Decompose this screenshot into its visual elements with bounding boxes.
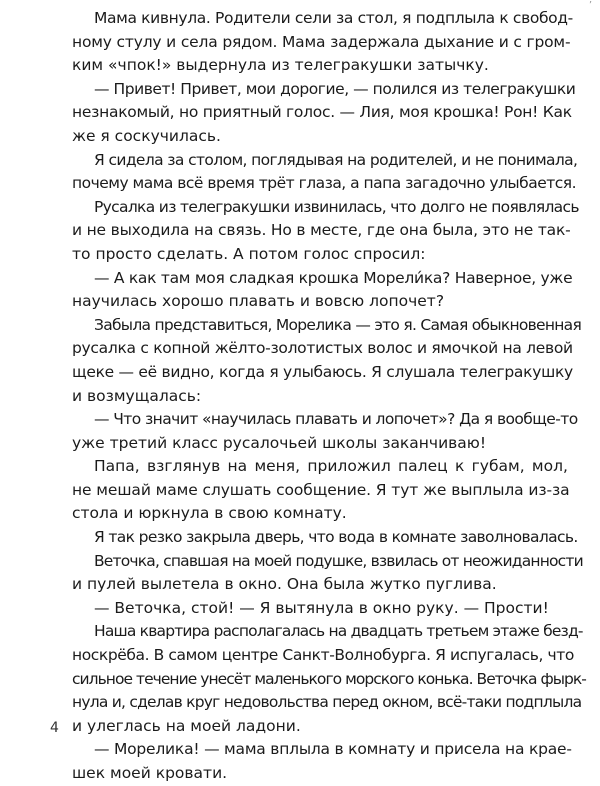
text-line: Я сидела за столом, поглядывая на родителей, и не понимала, (94, 150, 578, 169)
text-line: — Привет! Привет, мои дорогие, — полился из телегракушки (94, 79, 576, 98)
text-line: Я так резко закрыла дверь, что вода в комнате заволновалась. (94, 528, 578, 547)
paragraph (72, 738, 572, 785)
text-line: и улеглась на моей ладони. (72, 716, 301, 735)
text-line: — Веточка, стой! — Я вытянула в окно руку. — Прости! (94, 598, 549, 617)
text-line: носкрёба. В самом центре Санкт-Волнобурга. Я испугалась, что (72, 646, 574, 665)
text-line: русалка с копной жёлто-золотистых волос и ямочкой на левой (72, 339, 573, 358)
paragraph (72, 7, 573, 78)
paragraph (72, 196, 579, 267)
paragraph (72, 550, 583, 597)
paragraph (72, 620, 586, 738)
text-line: Русалка из телегракушки извинилась, что долго не появлялась (94, 197, 579, 216)
text-line: и возмущалась: (72, 386, 202, 405)
paragraph (72, 526, 578, 550)
text-line: и пулей вылетела в окно. Она была жутко пуглива. (72, 575, 497, 594)
text-line: Папа, взглянув на меня, приложил палец к губам, мол, (94, 457, 568, 476)
paragraph (72, 314, 582, 408)
paragraph (72, 408, 578, 455)
text-line: не мешай маме слушать сообщение. Я тут же выплыла из-за (72, 480, 570, 499)
page-number: 4 (50, 720, 59, 736)
text-line: научилась хорошо плавать и вовсю лопочет? (72, 292, 445, 311)
text-line: ким «чпок!» выдернула из телегракушки затычку. (72, 56, 489, 75)
text-line: незнакомый, но приятный голос. — Лия, моя крошка! Рон! Как (72, 103, 572, 122)
text-line: Веточка, спавшая на моей подушке, взвилась от неожиданности (94, 551, 583, 570)
paragraph (72, 78, 576, 149)
text-line: ному стулу и села рядом. Мама задержала дыхание и с гром- (72, 32, 571, 51)
paragraph (72, 597, 568, 621)
text-line: — Что значит «научилась плавать и лопочет»? Да я вообще-то (94, 410, 578, 429)
corner-mark: ’ (588, 0, 592, 11)
text-line: сильное течение унесёт маленького морского конька. Веточка фырк- (72, 669, 586, 688)
text-line: Наша квартира располагалась на двадцать третьем этаже безд- (94, 622, 583, 641)
text-line: — Морелика! — мама вплыла в комнату и присела на крае- (94, 740, 572, 759)
text-line: стола и юркнула в свою комнату. (72, 504, 347, 523)
text-line: Мама кивнула. Родители сели за стол, я подплыла к свобод- (94, 9, 573, 27)
text-line: щеке — её видно, когда я улыбаюсь. Я слушала телегракушку (72, 362, 573, 381)
paragraph (72, 149, 578, 196)
text-line: шек моей кровати. (72, 764, 228, 782)
text-line: уже третий класс русалочьей школы заканчиваю! (72, 433, 487, 452)
text-line: то просто сделать. А потом голос спросил: (72, 244, 426, 263)
text-line: же я соскучилась. (72, 126, 221, 145)
body-text (72, 7, 586, 786)
text-line: и не выходила на связь. Но в месте, где она была, это не так- (72, 221, 571, 240)
text-line: нула и, сделав круг недовольства перед окном, всё-таки подплыла (72, 693, 582, 712)
text-line: почему мама всё время трёт глаза, а папа загадочно улыбается. (72, 174, 576, 193)
text-line: — А как там моя сладкая крошка Морели́ка? Наверное, уже (94, 268, 573, 287)
text-line: Забыла представиться, Морелика — это я. Самая обыкновенная (94, 315, 582, 334)
paragraph (72, 455, 568, 526)
paragraph (72, 267, 573, 314)
